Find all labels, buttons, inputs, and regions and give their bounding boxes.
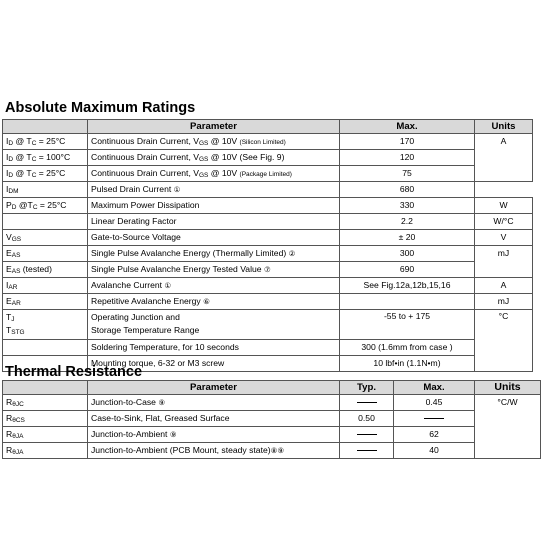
header-parameter: Parameter — [88, 381, 340, 395]
table-row — [3, 395, 541, 411]
max-cell: 330 — [340, 198, 475, 214]
table-row — [3, 198, 533, 214]
footnote-marker: ⑥ — [203, 297, 210, 306]
symbol-cell: $I_{DM}$ — [3, 182, 88, 198]
parameter-cell: Soldering Temperature, for 10 seconds — [88, 340, 340, 356]
max-cell — [340, 294, 475, 310]
symbol-cell: $P_D$ $@T_C = 25^\circ C$ — [3, 198, 88, 214]
parameter-cell: Continuous Drain Current, $V_{GS}$ @ 10V (Package Limited) — [88, 166, 340, 182]
amr-header-row — [3, 120, 533, 134]
parameter-cell: Mounting torque, 6-32 or M3 screw — [88, 356, 340, 372]
table-row — [3, 246, 533, 262]
units-cell: °C — [475, 310, 533, 372]
symbol-cell: $V_{GS}$ — [3, 230, 88, 246]
table-row — [3, 411, 541, 427]
max-cell: 40 — [394, 443, 475, 459]
max-cell: 170 — [340, 134, 475, 150]
header-typ: Typ. — [340, 381, 394, 395]
parameter-cell: Continuous Drain Current, $V_{GS}$ @ 10V (Silicon Limited) — [88, 134, 340, 150]
max-cell: See Fig.12a,12b,15,16 — [340, 278, 475, 294]
parameter-cell: Gate-to-Source Voltage — [88, 230, 340, 246]
table-row — [3, 443, 541, 459]
symbol-cell: $I_D$ @ $T_C = 25^\circ C$ — [3, 166, 88, 182]
thermal-table — [2, 380, 541, 459]
max-cell: 0.45 — [394, 395, 475, 411]
typ-cell — [340, 427, 394, 443]
max-cell: 75 — [340, 166, 475, 182]
units-cell: A — [475, 278, 533, 294]
dash-mark — [357, 450, 377, 451]
parameter-cell: Single Pulse Avalanche Energy Tested Value ⑦ — [88, 262, 340, 278]
dash-mark — [424, 418, 444, 419]
amr-title: Absolute Maximum Ratings — [5, 100, 196, 116]
header-max: Max. — [340, 120, 475, 134]
symbol-cell — [3, 340, 88, 356]
parameter-cell: Repetitive Avalanche Energy ⑥ — [88, 294, 340, 310]
max-cell: 680 — [340, 182, 475, 198]
table-row — [3, 278, 533, 294]
units-cell: mJ — [475, 294, 533, 310]
footnote-marker: ⑧⑨ — [270, 446, 285, 455]
max-cell — [394, 411, 475, 427]
dash-mark — [357, 434, 377, 435]
header-units: Units — [475, 381, 541, 395]
parameter-cell: Avalanche Current ① — [88, 278, 340, 294]
footnote-marker: ② — [288, 249, 296, 258]
thermal-title: Thermal Resistance — [5, 364, 143, 380]
max-cell: 300 — [340, 246, 475, 262]
max-cell: 300 (1.6mm from case ) — [340, 340, 475, 356]
max-cell: 62 — [394, 427, 475, 443]
header-units: Units — [475, 120, 533, 134]
symbol-cell: $R_{\theta JC}$ — [3, 395, 88, 411]
units-cell: A — [475, 134, 533, 182]
typ-cell — [340, 395, 394, 411]
units-cell: W — [475, 198, 533, 214]
parameter-cell: Case-to-Sink, Flat, Greased Surface — [88, 411, 340, 427]
parameter-cell: Continuous Drain Current, $V_{GS}$ @ 10V (See Fig. 9) — [88, 150, 340, 166]
footnote-marker: ① — [164, 281, 172, 290]
table-row — [3, 134, 533, 150]
table-row — [3, 310, 533, 340]
max-cell: ± 20 — [340, 230, 475, 246]
symbol-cell: $R_{\theta JA}$ — [3, 427, 88, 443]
units-cell: °C/W — [475, 395, 541, 459]
table-row — [3, 150, 533, 166]
symbol-cell: $T_J$ $T_{STG}$ — [3, 310, 88, 340]
table-row — [3, 214, 533, 230]
units-cell: W/°C — [475, 214, 533, 230]
amr-table — [2, 119, 533, 372]
symbol-cell: $E_{AS}$ (tested) — [3, 262, 88, 278]
max-cell: 120 — [340, 150, 475, 166]
typ-cell: 0.50 — [340, 411, 394, 427]
dash-mark — [357, 402, 377, 403]
units-cell: V — [475, 230, 533, 246]
table-row — [3, 427, 541, 443]
max-cell: 690 — [340, 262, 475, 278]
parameter-cell: Operating Junction and Storage Temperature Range — [88, 310, 340, 340]
parameter-cell: Single Pulse Avalanche Energy (Thermally Limited) ② — [88, 246, 340, 262]
max-cell: -55 to + 175 — [340, 310, 475, 340]
units-cell: mJ — [475, 246, 533, 278]
footnote-marker: ⑨ — [169, 430, 177, 439]
table-row — [3, 166, 533, 182]
header-max: Max. — [394, 381, 475, 395]
footnote-marker: ① — [173, 185, 181, 194]
parameter-cell: Junction-to-Case ⑨ — [88, 395, 340, 411]
symbol-cell: $E_{AS}$ — [3, 246, 88, 262]
parameter-cell: Junction-to-Ambient ⑨ — [88, 427, 340, 443]
symbol-cell: $I_{AR}$ — [3, 278, 88, 294]
parameter-cell: Maximum Power Dissipation — [88, 198, 340, 214]
symbol-cell — [3, 214, 88, 230]
max-cell: 10 lbf•in (1.1N•m) — [340, 356, 475, 372]
parameter-cell: Pulsed Drain Current ① — [88, 182, 340, 198]
table-row — [3, 230, 533, 246]
symbol-cell: $I_D$ @ $T_C = 25^\circ C$ — [3, 134, 88, 150]
symbol-cell: $R_{\theta JA}$ — [3, 443, 88, 459]
header-parameter: Parameter — [88, 120, 340, 134]
table-row — [3, 294, 533, 310]
symbol-cell: $R_{\theta CS}$ — [3, 411, 88, 427]
max-cell: 2.2 — [340, 214, 475, 230]
thermal-header-row — [3, 381, 541, 395]
table-row — [3, 262, 533, 278]
footnote-marker: ⑦ — [263, 265, 271, 274]
parameter-cell: Linear Derating Factor — [88, 214, 340, 230]
symbol-cell: $E_{AR}$ — [3, 294, 88, 310]
parameter-cell: Junction-to-Ambient (PCB Mount, steady state)⑧⑨ — [88, 443, 340, 459]
typ-cell — [340, 443, 394, 459]
footnote-marker: ⑨ — [158, 398, 166, 407]
table-row — [3, 340, 533, 356]
symbol-cell: $I_D$ @ $T_C = 100^\circ C$ — [3, 150, 88, 166]
table-row — [3, 182, 533, 198]
